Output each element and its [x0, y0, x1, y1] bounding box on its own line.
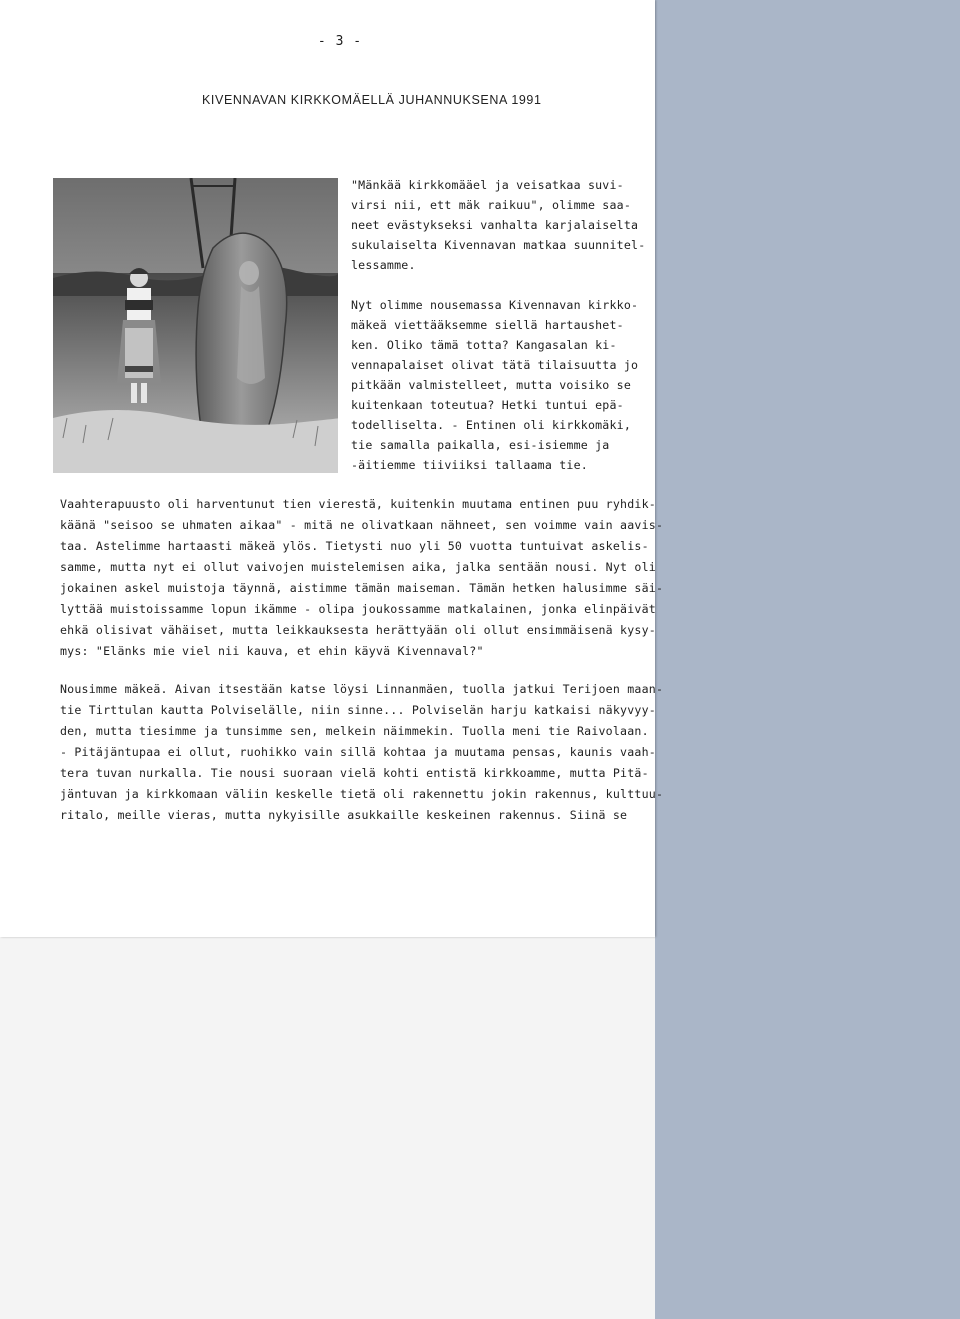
scanner-background [655, 0, 960, 1319]
body-line: tera tuvan nurkalla. Tie nousi suoraan vielä kohti entistä kirkkoamme, mutta Pitä- [60, 766, 649, 780]
column-line: todelliselta. - Entinen oli kirkkomäki, [351, 418, 632, 432]
photo-woman-at-monument [53, 178, 338, 473]
column-line: vennapalaiset olivat tätä tilaisuutta jo [351, 358, 639, 372]
body-line: mys: "Elänks mie viel nii kauva, et ehin käyvä Kivennaval?" [60, 644, 484, 658]
body-line: jäntuvan ja kirkkomaan väliin keskelle tietä oli rakennettu jokin rakennus, kulttuu- [60, 787, 664, 801]
column-line: pitkään valmistelleet, mutta voisiko se [351, 378, 632, 392]
column-line: sukulaiselta Kivennavan matkaa suunnitel- [351, 238, 646, 252]
column-line: ken. Oliko tämä totta? Kangasalan ki- [351, 338, 617, 352]
body-line: den, mutta tiesimme ja tunsimme sen, melkein näimmekin. Tuolla meni tie Raivolaan. [60, 724, 649, 738]
column-line: "Mänkää kirkkomääel ja veisatkaa suvi- [351, 178, 624, 192]
body-line: Vaahterapuusto oli harventunut tien vierestä, kuitenkin muutama entinen puu ryhdik- [60, 497, 656, 511]
article-title: KIVENNAVAN KIRKKOMÄELLÄ JUHANNUKSENA 1991 [202, 93, 542, 107]
column-line: -äitiemme tiiviiksi tallaama tie. [351, 458, 588, 472]
body-line: jokainen askel muistoja täynnä, aistimme tämän maiseman. Tämän hetken halusimme säi- [60, 581, 664, 595]
column-line: mäkeä viettääksemme siellä hartaushet- [351, 318, 624, 332]
column-line: virsi nii, ett mäk raikuu", olimme saa- [351, 198, 632, 212]
column-line: tie samalla paikalla, esi-isiemme ja [351, 438, 610, 452]
column-line: kuitenkaan toteutua? Hetki tuntui epä- [351, 398, 624, 412]
page-number: - 3 - [317, 34, 363, 49]
body-line: taa. Astelimme hartaasti mäkeä ylös. Tietysti nuo yli 50 vuotta tuntuivat askelis- [60, 539, 649, 553]
body-line: samme, mutta nyt ei ollut vaivojen muistelemisen aika, jalka sentään nousi. Nyt oli [60, 560, 656, 574]
body-line: ritalo, meille vieras, mutta nykyisille asukkaille keskeinen rakennus. Siinä se [60, 808, 628, 822]
body-line: ehkä olisivat vähäiset, mutta leikkauksesta herättyään oli ollut ensimmäisenä kysy- [60, 623, 656, 637]
body-line: lyttää muistoissamme lopun ikämme - olipa joukossamme matkalainen, jonka elinpäivät [60, 602, 656, 616]
column-line: neet evästykseksi vanhalta karjalaiselta [351, 218, 639, 232]
body-line: - Pitäjäntupaa ei ollut, ruohikko vain sillä kohtaa ja muutama pensas, kaunis vaah- [60, 745, 656, 759]
body-line: käänä "seisoo se uhmaten aikaa" - mitä ne olivatkaan nähneet, sen voimme vain aavis- [60, 518, 664, 532]
photo-image [53, 178, 338, 473]
column-line: Nyt olimme nousemassa Kivennavan kirkko- [351, 298, 639, 312]
body-line: tie Tirttulan kautta Polviselälle, niin sinne... Polviselän harju katkaisi näkyvyy- [60, 703, 656, 717]
column-line: lessamme. [351, 258, 416, 272]
body-line: Nousimme mäkeä. Aivan itsestään katse löysi Linnanmäen, tuolla jatkui Terijoen maan- [60, 682, 664, 696]
document-page [0, 0, 664, 937]
